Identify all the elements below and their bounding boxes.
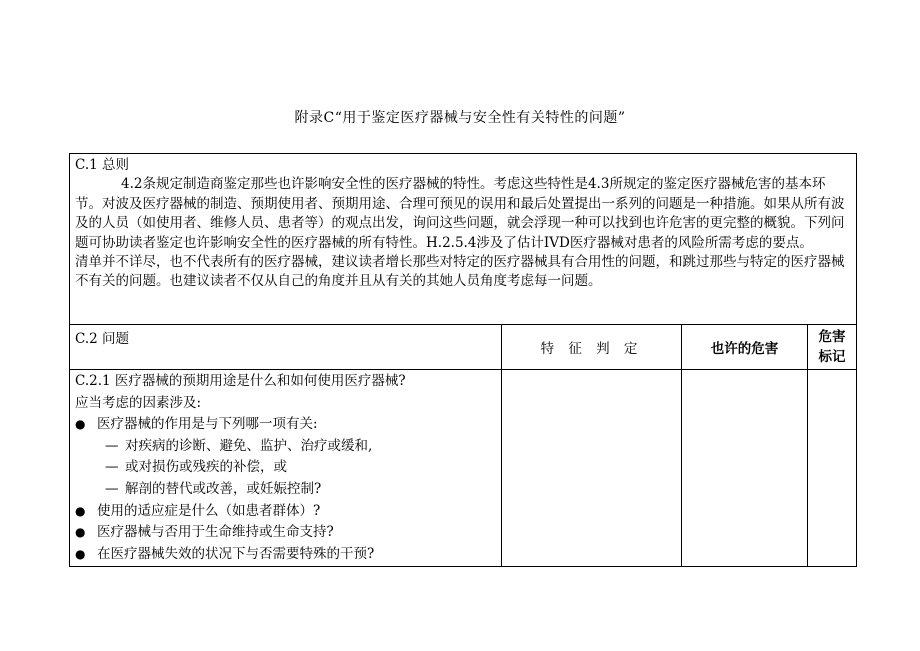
feature-judgement-column-header: 特 征 判 定 (502, 325, 682, 370)
dash-item (75, 436, 496, 458)
factors-intro: 应当考虑的因素涉及: (75, 394, 202, 411)
bullet-item: ● 在医疗器械失效的状况下与否需要特殊的干预? (75, 544, 496, 566)
dash-mark: — (105, 459, 119, 476)
question-c21-cell (70, 370, 502, 567)
hazard-questions-table (69, 153, 857, 567)
possible-hazard-column-header: 也许的危害 (682, 325, 808, 370)
dash-mark: — (105, 437, 119, 454)
appendix-title: 附录C“用于鉴定医疗器械与安全性有关特性的问题” (294, 110, 626, 126)
hazard-mark-cell[interactable] (808, 370, 857, 567)
feature-judgement-cell[interactable] (502, 370, 682, 567)
general-section-row (70, 154, 857, 325)
dash-item-text: 解剖的替代或改善，或妊娠控制? (125, 480, 322, 497)
bullet-item: ● 医疗器械与否用于生命维持或生命支持? (75, 522, 496, 544)
section-c1-paragraph-2: 清单并不详尽，也不代表所有的医疗器械，建议读者增长那些对特定的医疗器械具有合用性的问题，和跳过那些与特定的医疗器械不有关的问题。也建议读者不仅从自己的角度并且从有关的其她人员角度考虑每一问题。 (75, 254, 845, 290)
hazard-mark-label-line2: 标记 (818, 349, 846, 365)
general-section-cell (70, 154, 857, 325)
question-column-header: C.2 问题 (70, 325, 502, 370)
hazard-mark-label-line1: 危害 (818, 329, 846, 345)
section-c1-heading: C.1 总则 (75, 157, 130, 173)
dash-item (75, 479, 496, 501)
possible-hazard-cell[interactable] (682, 370, 808, 567)
dash-mark: — (105, 480, 119, 497)
section-c1-paragraph-1: 4.2条规定制造商鉴定那些也许影响安全性的医疗器械的特性。考虑这些特性是4.3所规定的鉴定医疗器械危害的基本环节。对波及医疗器械的制造、预期使用者、预期用途、合理可预见的误用和最后处置提出一系列的问题是一种措施。如果从所有波及的人员（如使用者、维修人员、患者等）的观点出发，询问这些问题，就会浮现一种可以找到也许危害的更完整的概貌。下列问题可协助读者鉴定也许影响安全性的医疗器械的所有特性。H.2.5.4涉及了估计IVD医疗器械对患者的风险所需考虑的要点。 (75, 176, 845, 251)
bullet-item: ● 医疗器械的作用是与下列哪一项有关: (75, 414, 496, 436)
bullet-item: ● 使用的适应症是什么（如患者群体）? (75, 501, 496, 523)
table-header-row (70, 325, 857, 370)
dash-item (75, 457, 496, 479)
table-row (70, 370, 857, 567)
question-c21-text: C.2.1 医疗器械的预期用途是什么和如何使用医疗器械? (75, 373, 406, 389)
dash-item-text: 或对损伤或残疾的补偿，或 (125, 459, 287, 476)
hazard-mark-column-header (808, 325, 857, 370)
dash-item-text: 对疾病的诊断、避免、监护、治疗或缓和, (125, 437, 373, 454)
